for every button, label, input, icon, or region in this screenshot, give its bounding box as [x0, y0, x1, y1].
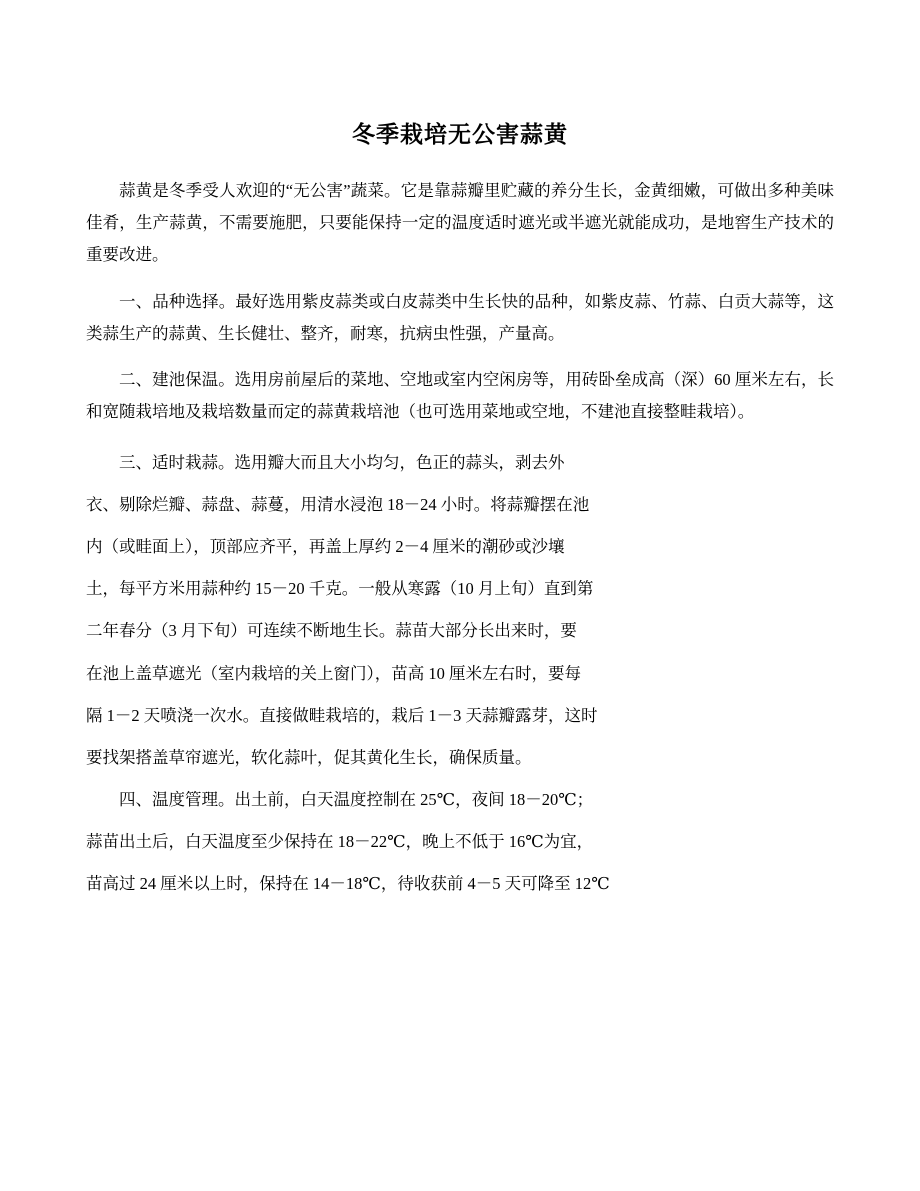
loose-line-5: 二年春分（3 月下旬）可连续不断地生长。蒜苗大部分长出来时，要 — [86, 621, 577, 641]
loose-line-10: 蒜苗出土后，白天温度至少保持在 18－22℃，晚上不低于 16℃为宜， — [86, 831, 594, 851]
loose-line-8: 要找架搭盖草帘遮光，软化蒜叶，促其黄化生长，确保质量。 — [86, 747, 532, 767]
paragraph-variety-selection: 一、品种选择。最好选用紫皮蒜类或白皮蒜类中生长快的品种，如紫皮蒜、竹蒜、白贡大蒜等，这类蒜生产的蒜黄、生长健壮、整齐，耐寒，抗病虫性强，产量高。 — [86, 291, 834, 343]
loose-line-1: 三、适时栽蒜。选用瓣大而且大小均匀，色正的蒜头，剥去外 — [119, 453, 565, 473]
loose-line-block — [86, 442, 834, 905]
loose-line-3: 内（或畦面上），顶部应齐平，再盖上厚约 2－4 厘米的潮砂或沙壤 — [86, 537, 565, 557]
paragraph-intro: 蒜黄是冬季受人欢迎的“无公害”蔬菜。它是靠蒜瓣里贮藏的养分生长，金黄细嫩，可做出多种美味佳肴，生产蒜黄，不需要施肥，只要能保持一定的温度适时遮光或半遮光就能成功，是地窖生产技术的重要改进。 — [86, 181, 834, 265]
loose-line-7: 隔 1－2 天喷浇一次水。直接做畦栽培的，栽后 1－3 天蒜瓣露芽，这时 — [86, 705, 598, 725]
loose-line-11: 苗高过 24 厘米以上时，保持在 14－18℃，待收获前 4－5 天可降至 12℃ — [86, 873, 610, 893]
page-title: 冬季栽培无公害蒜黄 — [352, 121, 568, 147]
loose-line-4: 土，每平方米用蒜种约 15－20 千克。一般从寒露（10 月上旬）直到第 — [86, 579, 594, 599]
loose-line-9: 四、温度管理。出土前，白天温度控制在 25℃，夜间 18－20℃； — [119, 789, 594, 809]
paragraph-pond-construction: 二、建池保温。选用房前屋后的菜地、空地或室内空闲房等，用砖卧垒成高（深）60 厘米左右，长和宽随栽培地及栽培数量而定的蒜黄栽培池（也可选用菜地或空地，不建池直接整畦栽培）。 — [86, 369, 834, 422]
loose-line-2: 衣、剔除烂瓣、蒜盘、蒜蔓，用清水浸泡 18－24 小时。将蒜瓣摆在池 — [86, 495, 590, 515]
loose-line-6: 在池上盖草遮光（室内栽培的关上窗门），苗高 10 厘米左右时，要每 — [86, 663, 581, 683]
